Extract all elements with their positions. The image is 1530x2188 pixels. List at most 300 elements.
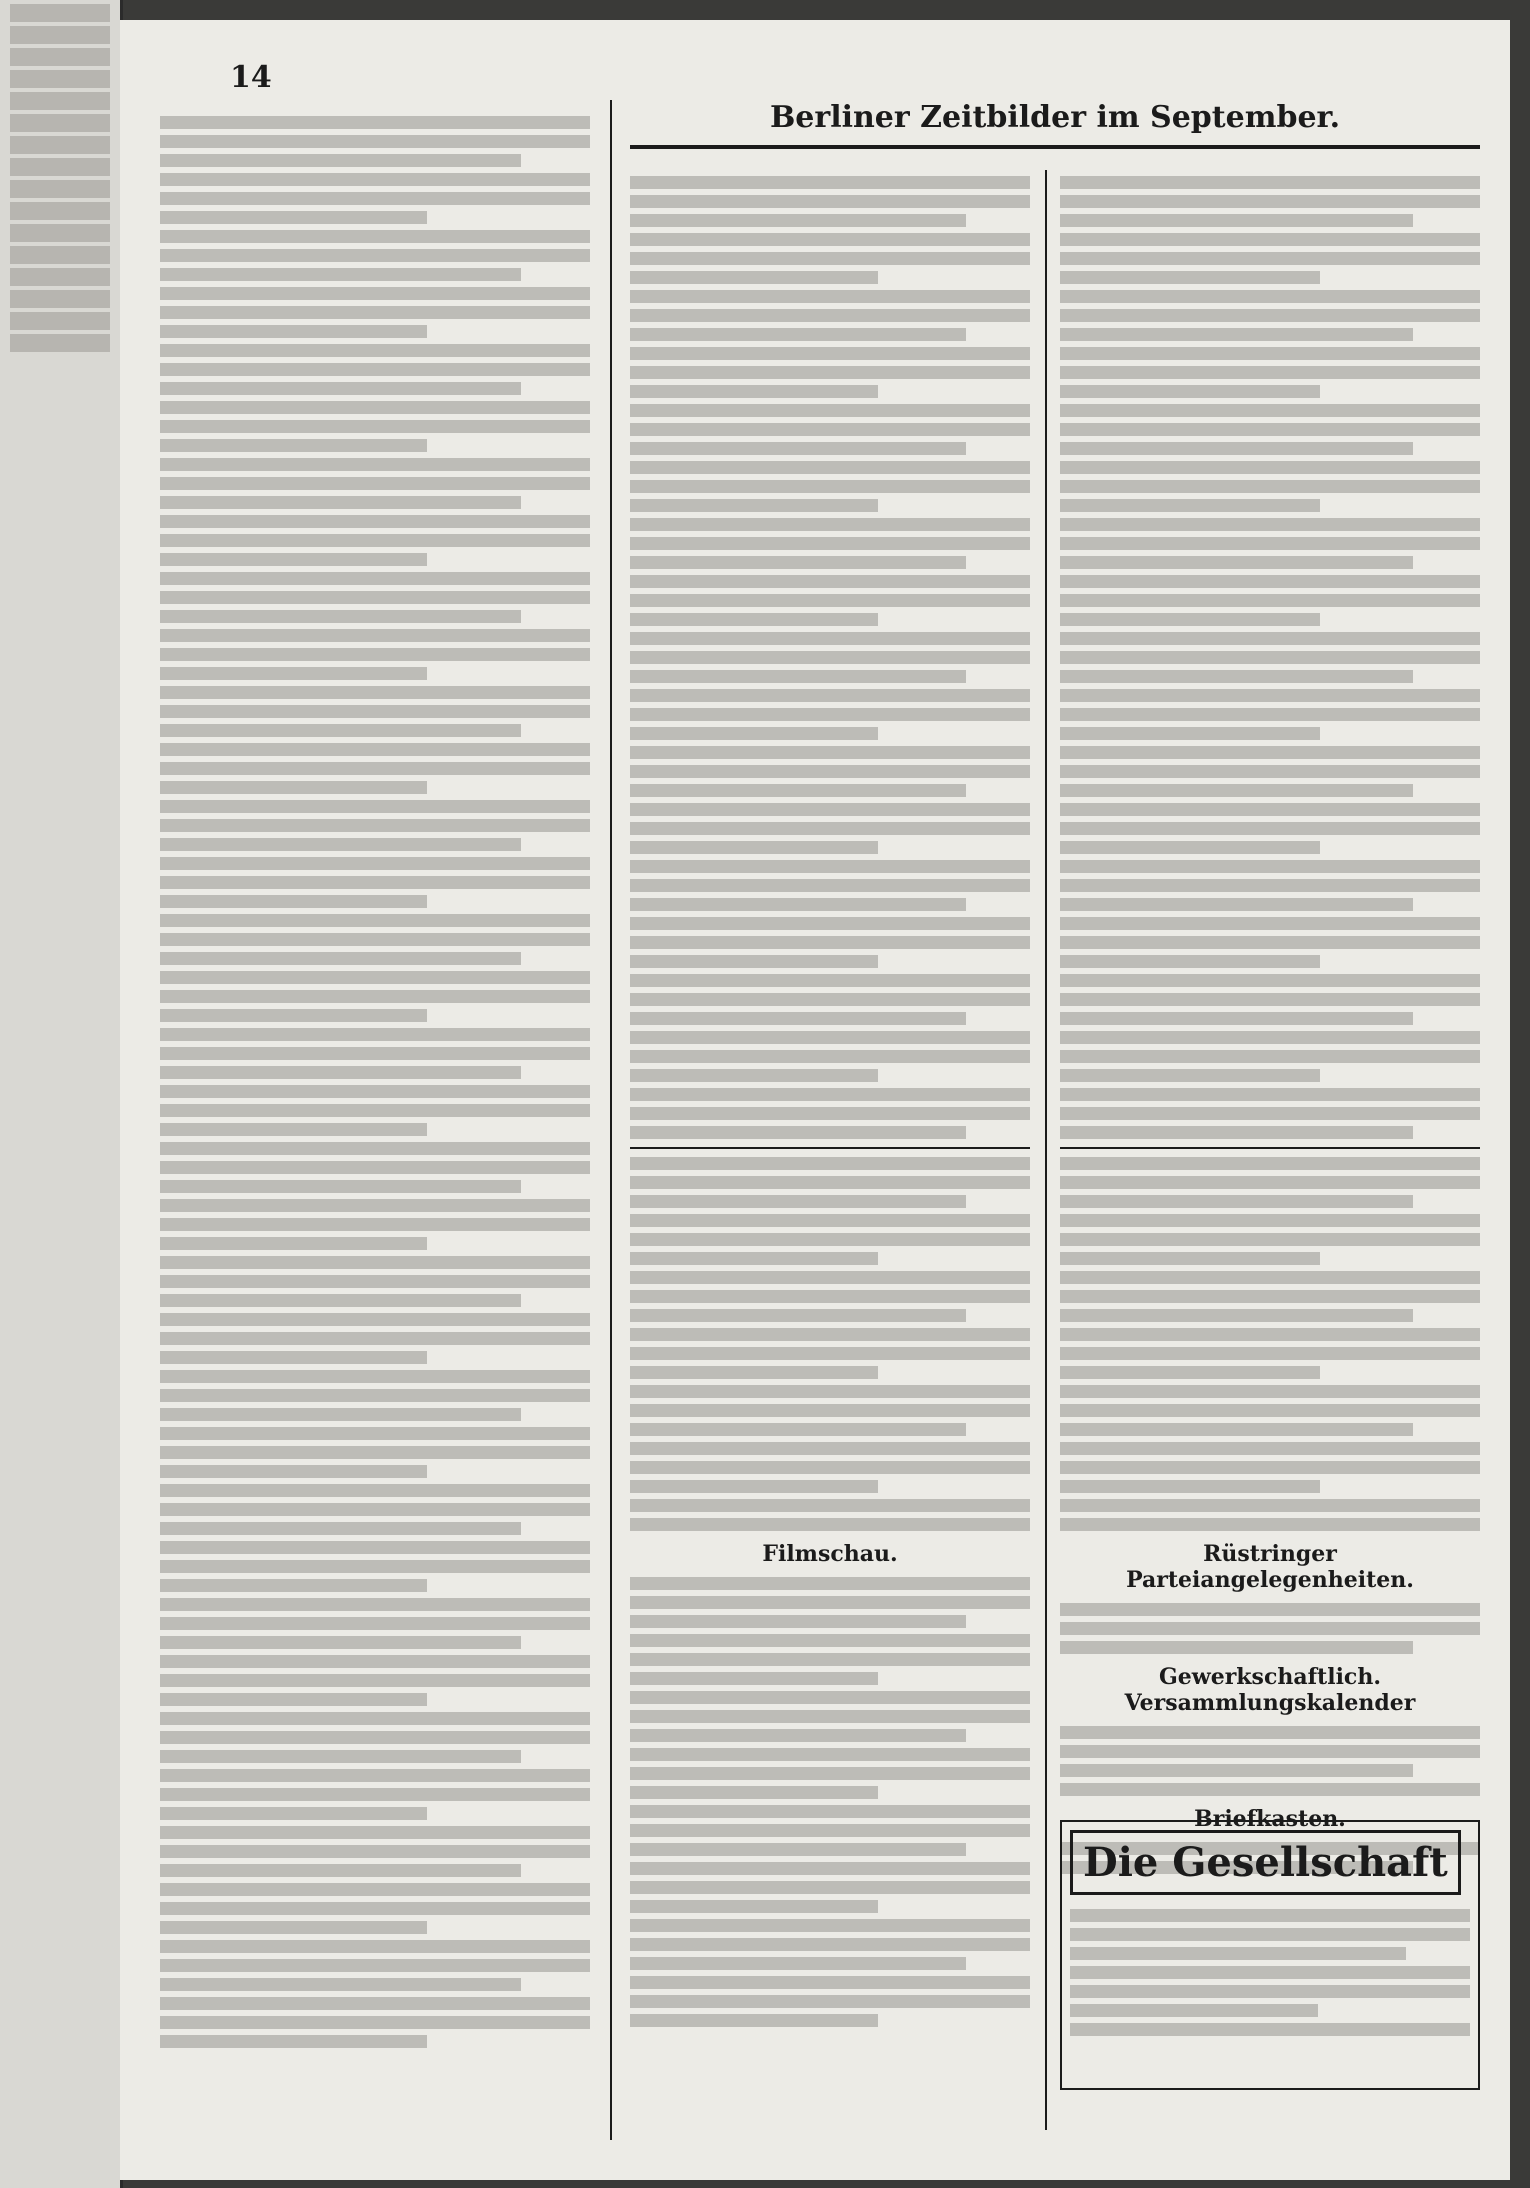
text-line [1060, 1764, 1413, 1777]
text-line [160, 1560, 590, 1573]
text-line [10, 180, 110, 198]
text-line [630, 1031, 1030, 1044]
text-line [630, 1881, 1030, 1894]
text-line [630, 1862, 1030, 1875]
text-line [630, 1672, 878, 1685]
text-line [160, 116, 590, 129]
text-line [160, 857, 590, 870]
text-line [160, 1161, 590, 1174]
text-line [1060, 993, 1480, 1006]
text-line [160, 1180, 521, 1193]
text-line [160, 1484, 590, 1497]
text-line [160, 1522, 521, 1535]
text-line [160, 1199, 590, 1212]
text-line [630, 252, 1030, 265]
text-line [630, 1233, 1030, 1246]
previous-page-edge [0, 0, 123, 2188]
text-line [160, 1085, 590, 1098]
text-line [1060, 1347, 1480, 1360]
page-number: 14 [230, 60, 272, 95]
text-line [630, 2014, 878, 2027]
text-line [1060, 423, 1480, 436]
text-line [1060, 309, 1480, 322]
text-line [1060, 594, 1480, 607]
text-line [630, 1938, 1030, 1951]
text-line [160, 325, 427, 338]
text-line [1060, 404, 1480, 417]
text-line [1060, 1499, 1480, 1512]
text-line [1060, 1050, 1480, 1063]
text-line [1060, 1176, 1480, 1189]
text-line [1060, 1031, 1480, 1044]
text-line [630, 233, 1030, 246]
text-line [630, 347, 1030, 360]
text-line [630, 708, 1030, 721]
text-line [160, 1997, 590, 2010]
text-line [630, 366, 1030, 379]
text-line [630, 499, 878, 512]
text-line [1060, 860, 1480, 873]
text-line [630, 1843, 966, 1856]
text-line [630, 309, 1030, 322]
text-line [10, 246, 110, 264]
text-line [1060, 1195, 1413, 1208]
text-line [1060, 1726, 1480, 1739]
text-line [1060, 461, 1480, 474]
text-line [630, 195, 1030, 208]
text-line [160, 1332, 590, 1345]
text-line [630, 404, 1030, 417]
text-line [1060, 1107, 1480, 1120]
text-line [160, 249, 590, 262]
text-line [630, 1480, 878, 1493]
text-line [160, 496, 521, 509]
text-line [1060, 1309, 1413, 1322]
text-line [160, 1864, 521, 1877]
text-line [630, 974, 1030, 987]
text-line [1060, 195, 1480, 208]
text-line [630, 1767, 1030, 1780]
text-line [160, 838, 521, 851]
text-line [630, 1518, 1030, 1531]
text-line [630, 1404, 1030, 1417]
text-line [1060, 252, 1480, 265]
parteiangelegenheiten-title: Rüstringer Parteiangelegenheiten. [1126, 1541, 1414, 1593]
text-line [160, 1237, 427, 1250]
text-line [1060, 898, 1413, 911]
text-line [160, 268, 521, 281]
text-line [1060, 1157, 1480, 1170]
text-line [630, 1366, 878, 1379]
text-line [630, 936, 1030, 949]
text-line [630, 1461, 1030, 1474]
left-column [160, 110, 590, 2054]
text-line [160, 230, 590, 243]
text-line [630, 860, 1030, 873]
ad-logo: Die Gesellschaft [1070, 1830, 1461, 1895]
text-line [160, 458, 590, 471]
text-line [1060, 271, 1320, 284]
text-line [630, 651, 1030, 664]
text-line [630, 556, 966, 569]
text-line [1060, 1271, 1480, 1284]
text-line [160, 1636, 521, 1649]
text-line [630, 765, 1030, 778]
text-line [10, 136, 110, 154]
text-line [160, 1066, 521, 1079]
text-line [10, 70, 110, 88]
text-line [10, 4, 110, 22]
text-line [1060, 1126, 1413, 1139]
text-line [160, 2016, 590, 2029]
text-line [630, 290, 1030, 303]
text-line [160, 154, 521, 167]
text-line [160, 135, 590, 148]
text-line [160, 515, 590, 528]
text-line [1060, 841, 1320, 854]
text-line [1060, 499, 1320, 512]
text-line [1060, 1603, 1480, 1616]
text-line [1070, 1985, 1470, 1998]
text-line [1060, 518, 1480, 531]
text-line [630, 214, 966, 227]
text-line [630, 1748, 1030, 1761]
text-line [630, 442, 966, 455]
text-line [630, 917, 1030, 930]
text-line [160, 876, 590, 889]
headline: Berliner Zeitbilder im September. [769, 100, 1341, 135]
text-line [1060, 1622, 1480, 1635]
text-line [630, 575, 1030, 588]
text-line [160, 1769, 590, 1782]
text-line [1060, 1290, 1480, 1303]
text-line [1060, 575, 1480, 588]
text-line [630, 1126, 966, 1139]
text-line [10, 158, 110, 176]
text-line [10, 224, 110, 242]
text-line [1060, 1252, 1320, 1265]
text-line [160, 1902, 590, 1915]
text-line [160, 762, 590, 775]
text-line [1060, 879, 1480, 892]
newspaper-page [120, 20, 1510, 2180]
text-line [630, 1050, 1030, 1063]
text-line [1060, 1328, 1480, 1341]
text-line [160, 952, 521, 965]
text-line [160, 629, 590, 642]
text-line [160, 382, 521, 395]
text-line [630, 423, 1030, 436]
text-line [1060, 1442, 1480, 1455]
text-line [630, 803, 1030, 816]
text-line [160, 1427, 590, 1440]
text-line [630, 1710, 1030, 1723]
text-line [160, 1750, 521, 1763]
text-line [160, 572, 590, 585]
text-line [1060, 442, 1413, 455]
text-line [160, 1541, 590, 1554]
text-line [1060, 328, 1413, 341]
text-line [1060, 1783, 1480, 1796]
text-line [630, 1107, 1030, 1120]
text-line [630, 1423, 966, 1436]
text-line [630, 1805, 1030, 1818]
text-line [160, 1294, 521, 1307]
text-line [160, 1313, 590, 1326]
text-line [160, 1940, 590, 1953]
text-line [1060, 1069, 1320, 1082]
text-line [630, 1786, 878, 1799]
text-line [160, 781, 427, 794]
text-line [160, 1104, 590, 1117]
text-line [10, 334, 110, 352]
text-line [160, 1123, 427, 1136]
text-line [160, 895, 427, 908]
text-line [630, 271, 878, 284]
text-line [630, 1615, 966, 1628]
text-line [630, 1995, 1030, 2008]
advertisement [1060, 1820, 1480, 2090]
text-line [630, 1271, 1030, 1284]
text-line [1060, 290, 1480, 303]
text-line [160, 610, 521, 623]
text-line [1060, 537, 1480, 550]
text-line [1060, 708, 1480, 721]
text-line [1060, 784, 1413, 797]
text-line [160, 1712, 590, 1725]
text-line [630, 1214, 1030, 1227]
briefkasten-title: Briefkasten. [1194, 1806, 1346, 1832]
text-line [1060, 974, 1480, 987]
text-line [160, 591, 590, 604]
text-line [630, 385, 878, 398]
text-line [160, 1446, 590, 1459]
text-line [1060, 1404, 1480, 1417]
text-line [160, 401, 590, 414]
text-line [1060, 233, 1480, 246]
text-line [1070, 1966, 1470, 1979]
text-line [630, 1957, 966, 1970]
text-line [1060, 651, 1480, 664]
text-line [630, 1088, 1030, 1101]
text-line [10, 202, 110, 220]
text-line [160, 534, 590, 547]
text-line [630, 1157, 1030, 1170]
text-line [1060, 822, 1480, 835]
text-line [1060, 176, 1480, 189]
text-line [160, 743, 590, 756]
text-line [160, 553, 427, 566]
text-line [160, 1693, 427, 1706]
text-line [630, 518, 1030, 531]
text-line [630, 1385, 1030, 1398]
text-line [160, 420, 590, 433]
text-line [630, 955, 878, 968]
text-line [630, 670, 966, 683]
text-line [160, 192, 590, 205]
text-line [630, 1195, 966, 1208]
text-line [1070, 1947, 1406, 1960]
text-line [630, 1729, 966, 1742]
text-line [160, 287, 590, 300]
text-line [630, 727, 878, 740]
text-line [1070, 1928, 1470, 1941]
text-line [630, 461, 1030, 474]
text-line [630, 1347, 1030, 1360]
text-line [160, 686, 590, 699]
text-line [630, 879, 1030, 892]
column-divider [1045, 170, 1047, 2130]
text-line [160, 914, 590, 927]
section-rule [1060, 1147, 1480, 1149]
column-divider [610, 100, 612, 2140]
text-line [160, 1142, 590, 1155]
text-line [630, 1577, 1030, 1590]
right-column [1060, 170, 1480, 1880]
text-line [160, 1047, 590, 1060]
text-line [630, 841, 878, 854]
text-line [1060, 480, 1480, 493]
text-line [1060, 613, 1320, 626]
text-line [160, 819, 590, 832]
text-line [10, 312, 110, 330]
text-line [10, 290, 110, 308]
text-line [160, 1978, 521, 1991]
text-line [160, 1579, 427, 1592]
text-line [1060, 1385, 1480, 1398]
text-line [630, 784, 966, 797]
text-line [630, 1976, 1030, 1989]
text-line [1060, 214, 1413, 227]
text-line [630, 1012, 966, 1025]
text-line [160, 1731, 590, 1744]
text-line [160, 724, 521, 737]
text-line [1060, 1461, 1480, 1474]
text-line [160, 1389, 590, 1402]
text-line [160, 344, 590, 357]
headline-rule [630, 145, 1480, 149]
text-line [160, 1674, 590, 1687]
text-line [160, 477, 590, 490]
text-line [160, 800, 590, 813]
text-line [160, 1370, 590, 1383]
text-line [160, 667, 427, 680]
text-line [1060, 1366, 1320, 1379]
text-line [630, 176, 1030, 189]
text-line [1060, 1641, 1413, 1654]
text-line [1060, 803, 1480, 816]
text-line [630, 1328, 1030, 1341]
text-line [1060, 936, 1480, 949]
text-line [160, 1408, 521, 1421]
text-line [160, 1788, 590, 1801]
text-line [160, 1275, 590, 1288]
text-line [630, 689, 1030, 702]
text-line [630, 1634, 1030, 1647]
text-line [1060, 1012, 1413, 1025]
text-line [1060, 1233, 1480, 1246]
text-line [10, 26, 110, 44]
text-line [1070, 2004, 1318, 2017]
text-line [160, 933, 590, 946]
text-line [160, 1598, 590, 1611]
text-line [1060, 1423, 1413, 1436]
text-line [1060, 727, 1320, 740]
text-line [1060, 1088, 1480, 1101]
text-line [10, 114, 110, 132]
text-line [160, 306, 590, 319]
text-line [630, 746, 1030, 759]
text-line [1060, 632, 1480, 645]
text-line [1060, 1518, 1480, 1531]
text-line [630, 1252, 878, 1265]
text-line [1060, 670, 1413, 683]
text-line [1070, 2023, 1470, 2036]
text-line [1060, 366, 1480, 379]
text-line [630, 1824, 1030, 1837]
text-line [630, 1900, 878, 1913]
section-rule [630, 1147, 1030, 1149]
versammlungskalender-title: Gewerkschaftlich. Versammlungskalender [1124, 1664, 1416, 1716]
text-line [160, 2035, 427, 2048]
right-area [630, 100, 1480, 159]
text-line [630, 1919, 1030, 1932]
text-line [630, 1691, 1030, 1704]
text-line [160, 1959, 590, 1972]
text-line [160, 971, 590, 984]
text-line [630, 1069, 878, 1082]
text-line [630, 328, 966, 341]
text-line [10, 268, 110, 286]
text-line [160, 1503, 590, 1516]
text-line [160, 1807, 427, 1820]
text-line [160, 990, 590, 1003]
text-line [630, 822, 1030, 835]
text-line [160, 1465, 427, 1478]
text-line [160, 1256, 590, 1269]
text-line [160, 1009, 427, 1022]
text-line [1070, 1909, 1470, 1922]
text-line [160, 1883, 590, 1896]
text-line [160, 1218, 590, 1231]
text-line [10, 92, 110, 110]
text-line [160, 211, 427, 224]
text-line [630, 1499, 1030, 1512]
text-line [160, 1826, 590, 1839]
text-line [1060, 385, 1320, 398]
text-line [10, 48, 110, 66]
text-line [1060, 955, 1320, 968]
text-line [1060, 765, 1480, 778]
text-line [630, 632, 1030, 645]
text-line [1060, 1745, 1480, 1758]
text-line [160, 648, 590, 661]
text-line [1060, 1480, 1320, 1493]
text-line [160, 1845, 590, 1858]
text-line [160, 439, 427, 452]
text-line [630, 537, 1030, 550]
text-line [160, 1351, 427, 1364]
text-line [630, 613, 878, 626]
middle-column [630, 170, 1030, 2033]
text-line [1060, 556, 1413, 569]
text-line [160, 1028, 590, 1041]
text-line [630, 1290, 1030, 1303]
text-line [160, 1921, 427, 1934]
text-line [630, 1309, 966, 1322]
text-line [630, 594, 1030, 607]
text-line [1060, 689, 1480, 702]
